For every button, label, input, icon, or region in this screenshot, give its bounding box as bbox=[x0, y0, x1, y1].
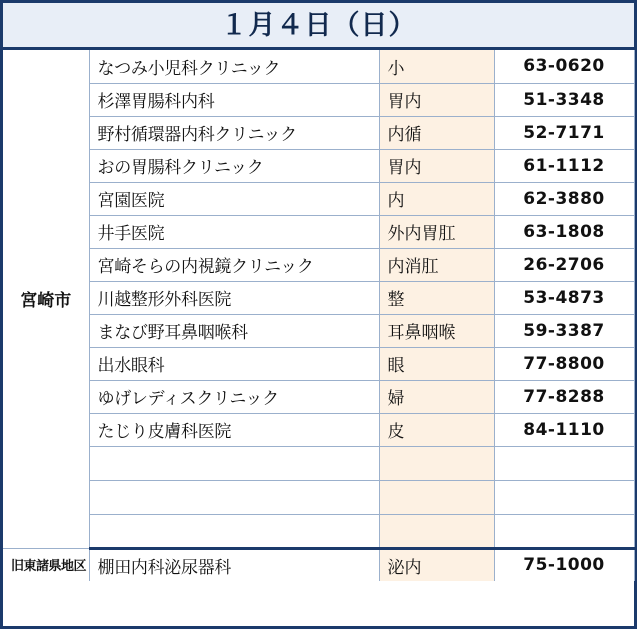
clinic-name: 川越整形外科医院 bbox=[89, 281, 379, 314]
clinic-dept: 皮 bbox=[379, 413, 494, 446]
clinic-name: 野村循環器内科クリニック bbox=[89, 116, 379, 149]
clinic-name: 宮園医院 bbox=[89, 182, 379, 215]
clinic-dept: 泌内 bbox=[379, 548, 494, 581]
clinic-dept: 耳鼻咽喉 bbox=[379, 314, 494, 347]
table-row bbox=[3, 182, 634, 215]
clinic-tel: 63-0620 bbox=[494, 50, 634, 83]
page-title: １月４日（日） bbox=[220, 9, 417, 41]
clinic-dept: 婦 bbox=[379, 380, 494, 413]
clinic-name: 杉澤胃腸科内科 bbox=[89, 83, 379, 116]
clinic-dept: 内循 bbox=[379, 116, 494, 149]
clinic-name: なつみ小児科クリニック bbox=[89, 50, 379, 83]
clinic-dept: 小 bbox=[379, 50, 494, 83]
clinic-tel: 59-3387 bbox=[494, 314, 634, 347]
clinic-dept: 整 bbox=[379, 281, 494, 314]
clinic-dept: 内 bbox=[379, 182, 494, 215]
clinic-tel: 51-3348 bbox=[494, 83, 634, 116]
clinic-table-body bbox=[3, 50, 634, 581]
clinic-dept: 内消肛 bbox=[379, 248, 494, 281]
clinic-dept: 外内胃肛 bbox=[379, 215, 494, 248]
table-row bbox=[3, 149, 634, 182]
date-header bbox=[3, 3, 634, 50]
clinic-name: 棚田内科泌尿器科 bbox=[89, 548, 379, 581]
clinic-tel: 53-4873 bbox=[494, 281, 634, 314]
clinic-name: まなび野耳鼻咽喉科 bbox=[89, 314, 379, 347]
clinic-dept bbox=[379, 480, 494, 514]
table-row bbox=[3, 248, 634, 281]
clinic-tel: 52-7171 bbox=[494, 116, 634, 149]
clinic-dept: 胃内 bbox=[379, 83, 494, 116]
clinic-name bbox=[89, 480, 379, 514]
clinic-tel: 61-1112 bbox=[494, 149, 634, 182]
area-label-higashimorokata: 旧東諸県地区 bbox=[3, 548, 89, 581]
table-row bbox=[3, 347, 634, 380]
clinic-dept bbox=[379, 514, 494, 548]
clinic-tel bbox=[494, 480, 634, 514]
clinic-name bbox=[89, 514, 379, 548]
clinic-name: たじり皮膚科医院 bbox=[89, 413, 379, 446]
clinic-tel: 62-3880 bbox=[494, 182, 634, 215]
table-row bbox=[3, 380, 634, 413]
clinic-name: ゆげレディスクリニック bbox=[89, 380, 379, 413]
table-row bbox=[3, 50, 634, 83]
clinic-dept: 胃内 bbox=[379, 149, 494, 182]
area-label-miyazaki: 宮崎市 bbox=[3, 50, 89, 548]
table-row bbox=[3, 548, 634, 581]
clinic-tel: 26-2706 bbox=[494, 248, 634, 281]
clinic-tel bbox=[494, 446, 634, 480]
clinic-table bbox=[3, 50, 635, 581]
clinic-name bbox=[89, 446, 379, 480]
table-row bbox=[3, 413, 634, 446]
clinic-dept: 眼 bbox=[379, 347, 494, 380]
table-row bbox=[3, 281, 634, 314]
clinic-tel: 63-1808 bbox=[494, 215, 634, 248]
clinic-dept bbox=[379, 446, 494, 480]
clinic-tel: 77-8800 bbox=[494, 347, 634, 380]
clinic-tel: 77-8288 bbox=[494, 380, 634, 413]
table-row-empty bbox=[3, 480, 634, 514]
table-row-empty bbox=[3, 446, 634, 480]
table-row bbox=[3, 116, 634, 149]
clinic-tel bbox=[494, 514, 634, 548]
table-row bbox=[3, 215, 634, 248]
clinic-name: 宮崎そらの内視鏡クリニック bbox=[89, 248, 379, 281]
clinic-tel: 84-1110 bbox=[494, 413, 634, 446]
clinic-name: 出水眼科 bbox=[89, 347, 379, 380]
clinic-name: おの胃腸科クリニック bbox=[89, 149, 379, 182]
table-row bbox=[3, 83, 634, 116]
table-row-empty bbox=[3, 514, 634, 548]
clinic-tel: 75-1000 bbox=[494, 548, 634, 581]
table-row bbox=[3, 314, 634, 347]
clinic-name: 井手医院 bbox=[89, 215, 379, 248]
